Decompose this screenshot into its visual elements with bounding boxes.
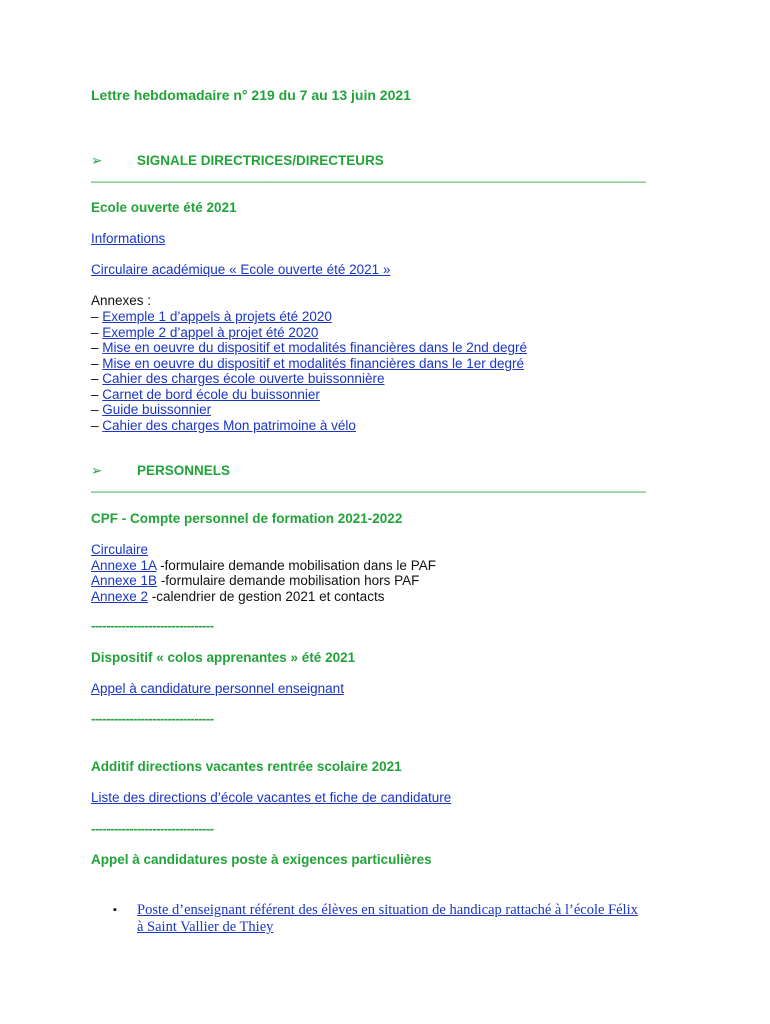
newsletter-title: Lettre hebdomadaire n° 219 du 7 au 13 juin 2021 xyxy=(91,87,411,103)
link-annexe-2nd-degre[interactable]: Mise en oeuvre du dispositif et modalités financières dans le 2nd degré xyxy=(102,340,528,355)
subheading-appel-candidatures: Appel à candidatures poste à exigences particulières xyxy=(91,852,432,867)
section-heading-directeurs xyxy=(91,153,384,169)
square-bullet-icon: ▪ xyxy=(113,904,117,916)
link-annexe-carnet-bord[interactable]: Carnet de bord école du buissonnier xyxy=(102,386,320,402)
link-annexe-1b[interactable]: Annexe 1B xyxy=(91,573,158,588)
list-item: Annexe 1A -formulaire demande mobilisation dans le PAF xyxy=(91,557,436,573)
annexes-list xyxy=(91,309,527,433)
link-annexe-cahier-charges[interactable]: Cahier des charges école ouverte buissonnière xyxy=(102,371,385,386)
link-annexe-patrimoine-velo[interactable]: Cahier des charges Mon patrimoine à vélo xyxy=(102,417,356,433)
list-item: – Mise en oeuvre du dispositif et modalités financières dans le 2nd degré xyxy=(91,340,528,355)
list-item: Annexe 1B -formulaire demande mobilisation hors PAF xyxy=(91,573,420,588)
link-poste-enseignant-referent[interactable]: Poste d’enseignant référent des élèves en situation de handicap rattaché à l’école Félix xyxy=(137,902,638,918)
arrow-bullet-icon: ➢ xyxy=(91,153,103,168)
list-item: – Cahier des charges Mon patrimoine à vélo xyxy=(91,417,356,433)
list-item: Annexe 2 -calendrier de gestion 2021 et contacts xyxy=(91,588,385,604)
link-annexe-1er-degre[interactable]: Mise en oeuvre du dispositif et modalités financières dans le 1er degré xyxy=(102,355,525,371)
dashed-separator: -------------------------------- xyxy=(91,821,214,836)
link-circulaire-academique[interactable]: Circulaire académique « Ecole ouverte été 2021 » xyxy=(91,262,391,277)
link-annexe-guide[interactable]: Guide buissonnier xyxy=(102,402,212,417)
link-annexe-1a[interactable]: Annexe 1A xyxy=(91,557,157,573)
annexes-label: Annexes : xyxy=(91,293,152,308)
link-appel-candidature-enseignant[interactable]: Appel à candidature personnel enseignant xyxy=(91,681,344,696)
link-liste-directions-vacantes[interactable]: Liste des directions d’école vacantes et fiche de candidature xyxy=(91,790,452,805)
section-heading-label: PERSONNELS xyxy=(137,463,231,478)
link-annexe-exemple-1[interactable]: Exemple 1 d’appels à projets été 2020 xyxy=(102,309,332,324)
link-cpf-circulaire[interactable]: Circulaire xyxy=(91,542,149,557)
subheading-colos: Dispositif « colos apprenantes » été 2021 xyxy=(91,650,356,665)
list-item: – Mise en oeuvre du dispositif et modalités financières dans le 1er degré xyxy=(91,355,525,371)
subheading-ecole-ouverte: Ecole ouverte été 2021 xyxy=(91,200,237,215)
link-annexe-2[interactable]: Annexe 2 xyxy=(91,588,149,604)
subheading-cpf: CPF - Compte personnel de formation 2021-2022 xyxy=(91,511,403,526)
link-annexe-exemple-2[interactable]: Exemple 2 d’appel à projet été 2020 xyxy=(102,324,319,340)
dashed-separator: -------------------------------- xyxy=(91,618,214,633)
list-item: – Exemple 2 d’appel à projet été 2020 xyxy=(91,324,319,340)
list-item: – Guide buissonnier xyxy=(91,402,212,417)
dashed-separator: -------------------------------- xyxy=(91,711,214,726)
list-item: – Exemple 1 d’appels à projets été 2020 xyxy=(91,309,332,324)
section-heading-label: SIGNALE DIRECTRICES/DIRECTEURS xyxy=(137,153,384,168)
link-informations[interactable]: Informations xyxy=(91,231,166,246)
horizontal-rule: ________________________________________________________________________________ xyxy=(91,478,646,493)
section-heading-personnels xyxy=(91,463,230,479)
arrow-bullet-icon: ➢ xyxy=(91,463,103,478)
list-item: – Carnet de bord école du buissonnier xyxy=(91,386,320,402)
subheading-additif-directions: Additif directions vacantes rentrée scolaire 2021 xyxy=(91,759,402,774)
link-poste-enseignant-referent-cont[interactable]: à Saint Vallier de Thiey xyxy=(137,919,274,935)
list-item: – Cahier des charges école ouverte buissonnière xyxy=(91,371,385,386)
horizontal-rule: ________________________________________________________________________________ xyxy=(91,168,646,183)
